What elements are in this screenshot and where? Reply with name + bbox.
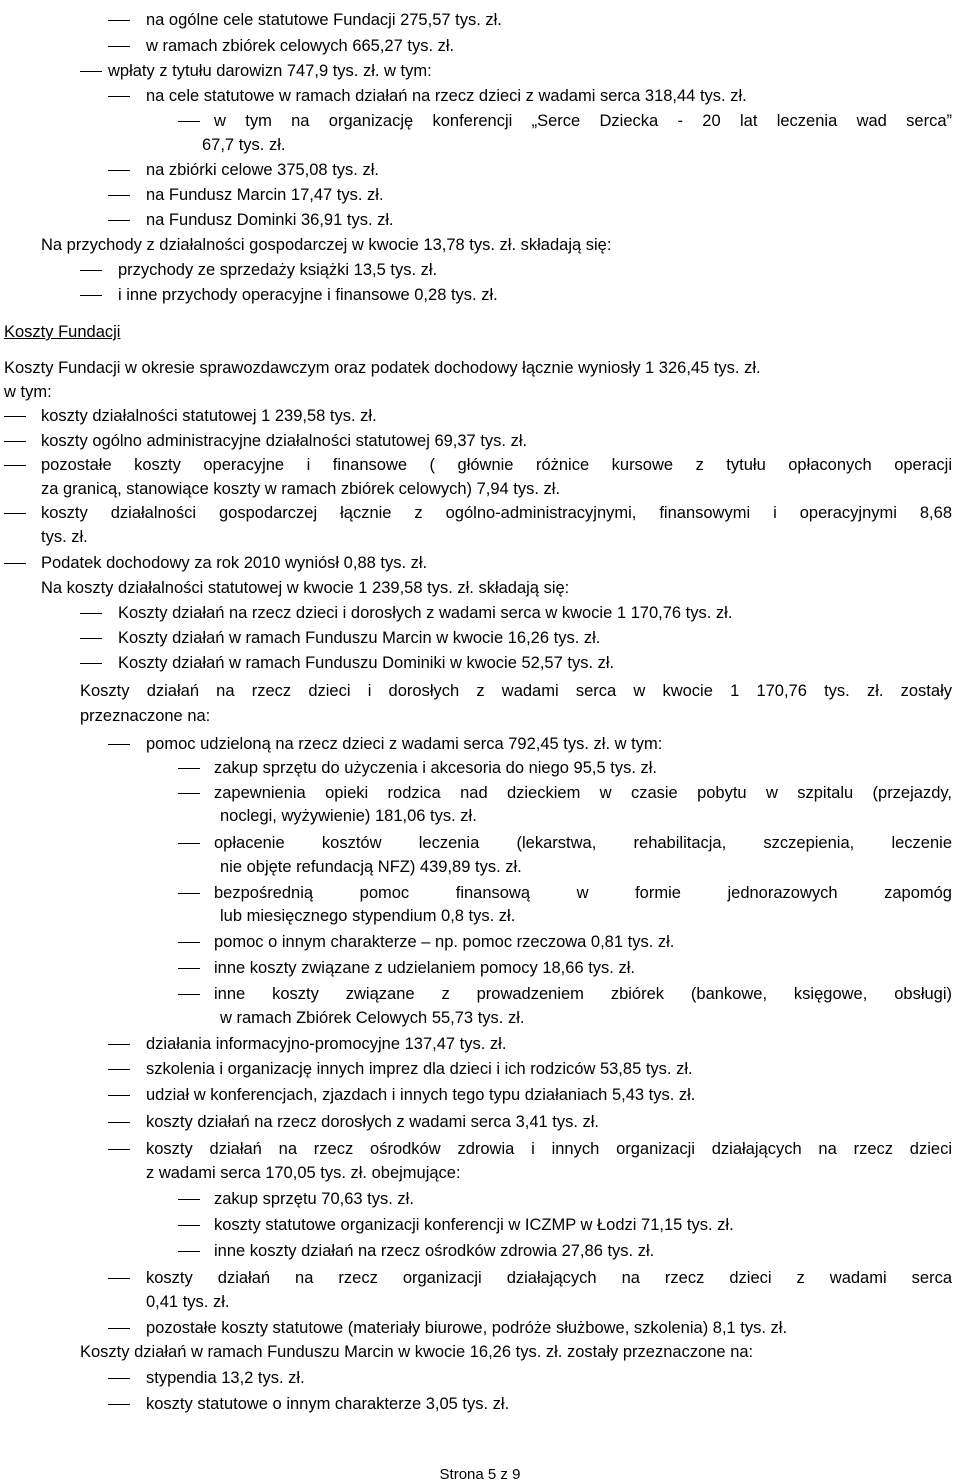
bullet-dash — [108, 1378, 130, 1379]
bullet-dash — [178, 893, 200, 894]
bullet-dash — [108, 1278, 130, 1279]
text-line: 67,7 tys. zł. — [202, 136, 286, 154]
text-line: działania informacyjno-promocyjne 137,47 tys. zł. — [146, 1035, 507, 1053]
bullet-dash — [108, 744, 130, 745]
text-line: na zbiórki celowe 375,08 tys. zł. — [146, 161, 379, 179]
text-line: na Fundusz Marcin 17,47 tys. zł. — [146, 186, 384, 204]
bullet-dash — [80, 270, 102, 271]
bullet-dash — [4, 513, 26, 514]
text-line: nie objęte refundacją NFZ) 439,89 tys. zł. — [220, 858, 522, 876]
text-line: opłacenie kosztów leczenia (lekarstwa, rehabilitacja, szczepienia, leczenie — [214, 834, 952, 852]
text-line: z wadami serca 170,05 tys. zł. obejmujące: — [146, 1164, 461, 1182]
text-line: Koszty działań w ramach Funduszu Marcin w kwocie 16,26 tys. zł. — [118, 629, 601, 647]
text-line: pomoc udzieloną na rzecz dzieci z wadami serca 792,45 tys. zł. w tym: — [146, 735, 663, 753]
bullet-dash — [80, 295, 102, 296]
bullet-dash — [108, 1404, 130, 1405]
text-line: inne koszty związane z udzielaniem pomocy 18,66 tys. zł. — [214, 959, 635, 977]
text-line: udział w konferencjach, zjazdach i innych tego typu działaniach 5,43 tys. zł. — [146, 1086, 696, 1104]
text-line: noclegi, wyżywienie) 181,06 tys. zł. — [220, 807, 477, 825]
bullet-dash — [80, 638, 102, 639]
bullet-dash — [108, 1328, 130, 1329]
bullet-dash — [108, 1122, 130, 1123]
text-line: Koszty działań na rzecz dzieci i dorosłych z wadami serca w kwocie 1 170,76 tys. zł. — [118, 604, 733, 622]
text-line: i inne przychody operacyjne i finansowe 0,28 tys. zł. — [118, 286, 498, 304]
text-line: Koszty działań na rzecz dzieci i dorosłych z wadami serca w kwocie 1 170,76 tys. zł. zostały — [80, 682, 952, 700]
text-line: Koszty Fundacji w okresie sprawozdawczym oraz podatek dochodowy łącznie wyniosły 1 326,45 tys. zł. — [4, 359, 761, 377]
text-line: szkolenia i organizację innych imprez dla dzieci i ich rodziców 53,85 tys. zł. — [146, 1060, 693, 1078]
bullet-dash — [178, 843, 200, 844]
bullet-dash — [4, 563, 26, 564]
text-line: koszty statutowe organizacji konferencji w ICZMP w Łodzi 71,15 tys. zł. — [214, 1216, 734, 1234]
text-line: Koszty działań w ramach Funduszu Dominiki w kwocie 52,57 tys. zł. — [118, 654, 615, 672]
text-line: na ogólne cele statutowe Fundacji 275,57 tys. zł. — [146, 11, 502, 29]
bullet-dash — [178, 1199, 200, 1200]
text-line: pomoc o innym charakterze – np. pomoc rzeczowa 0,81 tys. zł. — [214, 933, 675, 951]
text-line: w ramach zbiórek celowych 665,27 tys. zł. — [146, 37, 455, 55]
text-line: koszty statutowe o innym charakterze 3,05 tys. zł. — [146, 1395, 510, 1413]
text-line: tys. zł. — [41, 528, 88, 546]
bullet-dash — [108, 46, 130, 47]
page-number: Strona 5 z 9 — [439, 1466, 521, 1483]
text-line: inne koszty związane z prowadzeniem zbiórek (bankowe, księgowe, obsługi) — [214, 985, 952, 1003]
text-line: koszty działalności statutowej 1 239,58 tys. zł. — [41, 407, 377, 425]
text-line: przeznaczone na: — [80, 707, 211, 725]
text-line: koszty działań na rzecz organizacji działających na rzecz dzieci z wadami serca — [146, 1269, 952, 1287]
bullet-dash — [108, 1044, 130, 1045]
bullet-dash — [178, 1251, 200, 1252]
bullet-dash — [4, 465, 26, 466]
bullet-dash — [178, 121, 200, 122]
bullet-dash — [108, 195, 130, 196]
bullet-dash — [108, 1069, 130, 1070]
bullet-dash — [178, 968, 200, 969]
text-line: wpłaty z tytułu darowizn 747,9 tys. zł. w tym: — [108, 62, 432, 80]
text-line: na cele statutowe w ramach działań na rzecz dzieci z wadami serca 318,44 tys. zł. — [146, 87, 747, 105]
text-line: Na przychody z działalności gospodarczej w kwocie 13,78 tys. zł. składają się: — [41, 236, 612, 254]
text-line: w ramach Zbiórek Celowych 55,73 tys. zł. — [220, 1009, 525, 1027]
text-line: koszty ogólno administracyjne działalności statutowej 69,37 tys. zł. — [41, 432, 528, 450]
bullet-dash — [80, 71, 102, 72]
bullet-dash — [108, 1149, 130, 1150]
text-line: Podatek dochodowy za rok 2010 wyniósł 0,88 tys. zł. — [41, 554, 428, 572]
text-line: bezpośrednią pomoc finansową w formie jednorazowych zapomóg — [214, 884, 952, 902]
text-line: inne koszty działań na rzecz ośrodków zdrowia 27,86 tys. zł. — [214, 1242, 655, 1260]
text-line: stypendia 13,2 tys. zł. — [146, 1369, 305, 1387]
bullet-dash — [4, 416, 26, 417]
bullet-dash — [108, 170, 130, 171]
bullet-dash — [178, 1225, 200, 1226]
bullet-dash — [80, 663, 102, 664]
text-line: w tym na organizację konferencji „Serce Dziecka - 20 lat leczenia wad serca” — [214, 112, 952, 130]
text-line: pozostałe koszty statutowe (materiały biurowe, podróże służbowe, szkolenia) 8,1 tys. zł. — [146, 1319, 788, 1337]
text-line: pozostałe koszty operacyjne i finansowe ( głównie różnice kursowe z tytułu opłaconych operacji — [41, 456, 952, 474]
text-line: zapewnienia opieki rodzica nad dzieckiem w czasie pobytu w szpitalu (przejazdy, — [214, 784, 952, 802]
bullet-dash — [108, 220, 130, 221]
text-line: w tym: — [4, 383, 52, 401]
text-line: za granicą, stanowiące koszty w ramach zbiórek celowych) 7,94 tys. zł. — [41, 480, 561, 498]
bullet-dash — [80, 613, 102, 614]
text-line: Koszty działań w ramach Funduszu Marcin w kwocie 16,26 tys. zł. zostały przeznaczone na: — [80, 1343, 754, 1361]
text-line: przychody ze sprzedaży książki 13,5 tys. zł. — [118, 261, 438, 279]
text-line: Na koszty działalności statutowej w kwocie 1 239,58 tys. zł. składają się: — [41, 579, 570, 597]
text-line: lub miesięcznego stypendium 0,8 tys. zł. — [220, 907, 516, 925]
bullet-dash — [178, 994, 200, 995]
bullet-dash — [108, 1095, 130, 1096]
bullet-dash — [178, 768, 200, 769]
text-line: zakup sprzętu do użyczenia i akcesoria do niego 95,5 tys. zł. — [214, 759, 657, 777]
text-line: koszty działań na rzecz dorosłych z wadami serca 3,41 tys. zł. — [146, 1113, 600, 1131]
text-line: koszty działalności gospodarczej łącznie z ogólno-administracyjnymi, finansowymi i operacyjnymi 8,68 — [41, 504, 952, 522]
bullet-dash — [4, 441, 26, 442]
section-heading: Koszty Fundacji — [4, 323, 121, 341]
text-line: koszty działań na rzecz ośrodków zdrowia i innych organizacji działających na rzecz dzieci — [146, 1140, 952, 1158]
bullet-dash — [178, 793, 200, 794]
text-line: na Fundusz Dominki 36,91 tys. zł. — [146, 211, 394, 229]
bullet-dash — [108, 96, 130, 97]
bullet-dash — [178, 942, 200, 943]
text-line: zakup sprzętu 70,63 tys. zł. — [214, 1190, 414, 1208]
bullet-dash — [108, 20, 130, 21]
text-line: 0,41 tys. zł. — [146, 1293, 230, 1311]
